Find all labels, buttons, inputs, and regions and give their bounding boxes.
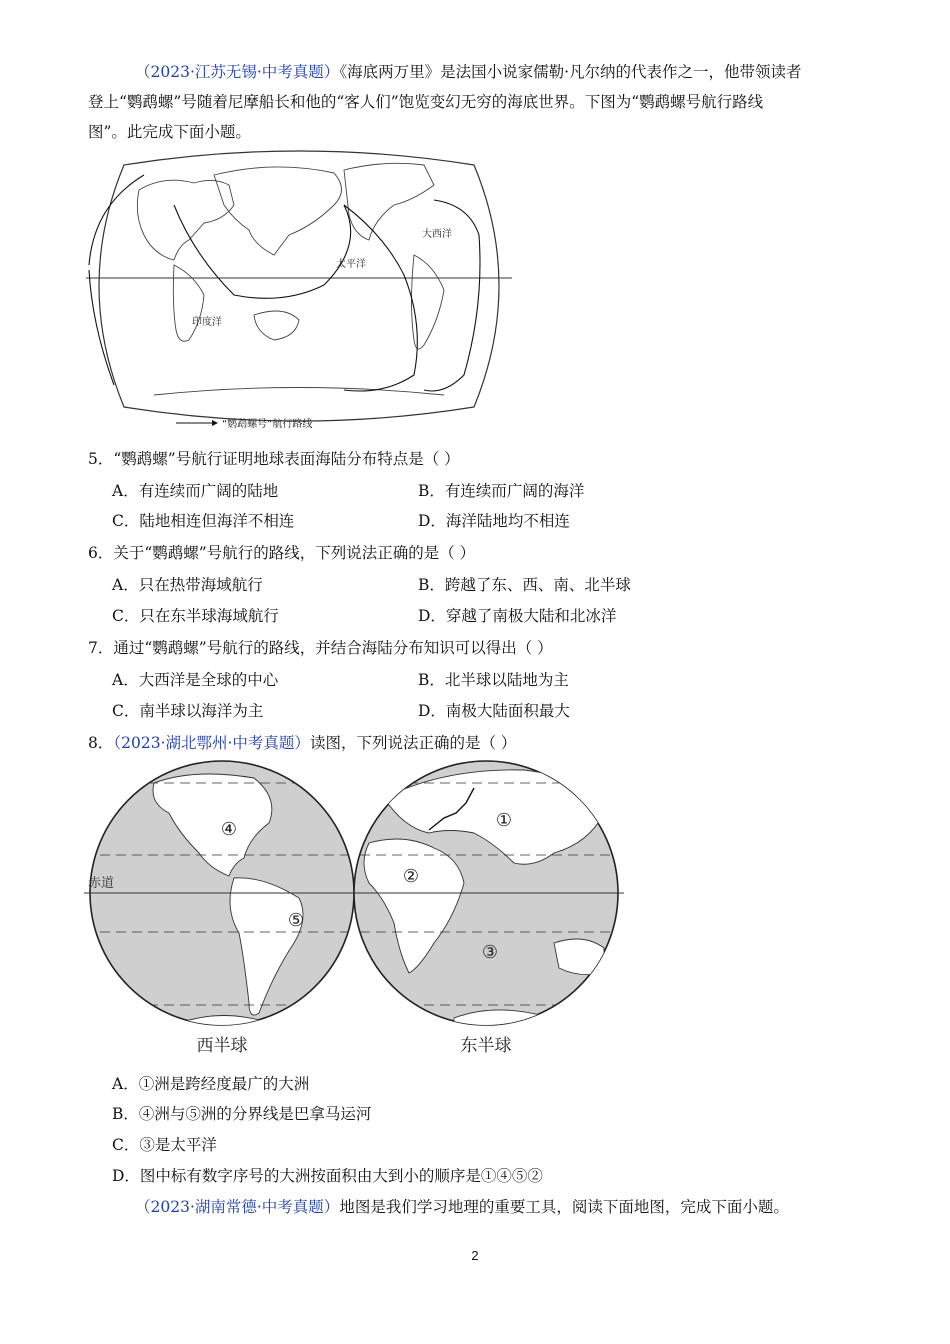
western-hemisphere-caption: 西半球 (196, 1036, 248, 1056)
hemispheres-map (84, 758, 624, 1063)
indian-label: 印度洋 (192, 317, 222, 328)
intro-text-1: 《海底两万里》是法国小说家儒勒·凡尔纳的代表作之一，他带领读者 (339, 63, 802, 81)
western-hemisphere (84, 761, 364, 1048)
q6-stem: 6．关于“鹦鹉螺”号航行的路线，下列说法正确的是（ ） (88, 544, 476, 562)
outro-source: （2023·湖南常德·中考真题） (135, 1198, 340, 1216)
continent-marker-4: ④ (220, 819, 238, 840)
continent-marker-3: ③ (481, 942, 499, 963)
q7-option-c: C．南半球以海洋为主 (112, 702, 264, 720)
q5-stem: 5．“鹦鹉螺”号航行证明地球表面海陆分布特点是（ ） (88, 450, 460, 468)
outro-text: 地图是我们学习地理的重要工具，阅读下面地图，完成下面小题。 (339, 1198, 789, 1216)
eastern-hemisphere (344, 761, 624, 1048)
q8-option-d: D．图中标有数字序号的大洲按面积由大到小的顺序是①④⑤② (112, 1167, 543, 1185)
route-legend: “鹦鹉螺号”航行路线 (222, 419, 313, 430)
q7-stem: 7．通过“鹦鹉螺”号航行的路线，并结合海陆分布知识可以得出（ ） (88, 639, 553, 657)
pacific-label: 太平洋 (336, 259, 366, 270)
q8-number: 8． (88, 734, 114, 752)
q6-option-d: D．穿越了南极大陆和北冰洋 (418, 607, 617, 625)
q5-option-d: D．海洋陆地均不相连 (418, 512, 570, 530)
q7-option-d: D．南极大陆面积最大 (418, 702, 570, 720)
q8-option-c: C．③是太平洋 (112, 1136, 217, 1154)
q8-source: （2023·湖北鄂州·中考真题） (113, 734, 310, 752)
q5-option-b: B．有连续而广阔的海洋 (418, 482, 585, 500)
equator-label: 赤道 (88, 876, 115, 891)
q5-option-a: A．有连续而广阔的陆地 (112, 482, 279, 500)
intro-source: （2023·江苏无锡·中考真题） (135, 63, 340, 81)
q8-stem: 读图，下列说法正确的是（ ） (309, 734, 517, 752)
q8-stem-line (88, 731, 516, 753)
q6-option-c: C．只在东半球海域航行 (112, 607, 279, 625)
eastern-hemisphere-caption: 东半球 (460, 1036, 512, 1056)
intro-line-2: 登上“鹦鹉螺”号随着尼摩船长和他的“客人们”饱览变幻无穷的海底世界。下图为“鹦鹉螺号航行路线 (88, 93, 764, 111)
atlantic-label: 大西洋 (422, 229, 452, 240)
q6-option-a: A．只在热带海域航行 (112, 576, 263, 594)
intro-line-3: 图”。此完成下面小题。 (88, 123, 251, 141)
continent-marker-1: ① (495, 810, 513, 831)
q8-option-a: A．①洲是跨经度最广的大洲 (112, 1075, 310, 1093)
page-number: 2 (471, 1248, 479, 1263)
outro-line (135, 1195, 789, 1217)
q6-option-b: B．跨越了东、西、南、北半球 (418, 576, 631, 594)
nautilus-route-map (84, 145, 514, 435)
continent-marker-2: ② (402, 866, 420, 887)
continent-marker-5: ⑤ (287, 910, 305, 931)
q7-option-a: A．大西洋是全球的中心 (112, 671, 279, 689)
q7-option-b: B．北半球以陆地为主 (418, 671, 569, 689)
q5-option-c: C．陆地相连但海洋不相连 (112, 512, 295, 530)
intro-line-1 (135, 60, 802, 82)
q8-option-b: B．④洲与⑤洲的分界线是巴拿马运河 (112, 1105, 372, 1123)
